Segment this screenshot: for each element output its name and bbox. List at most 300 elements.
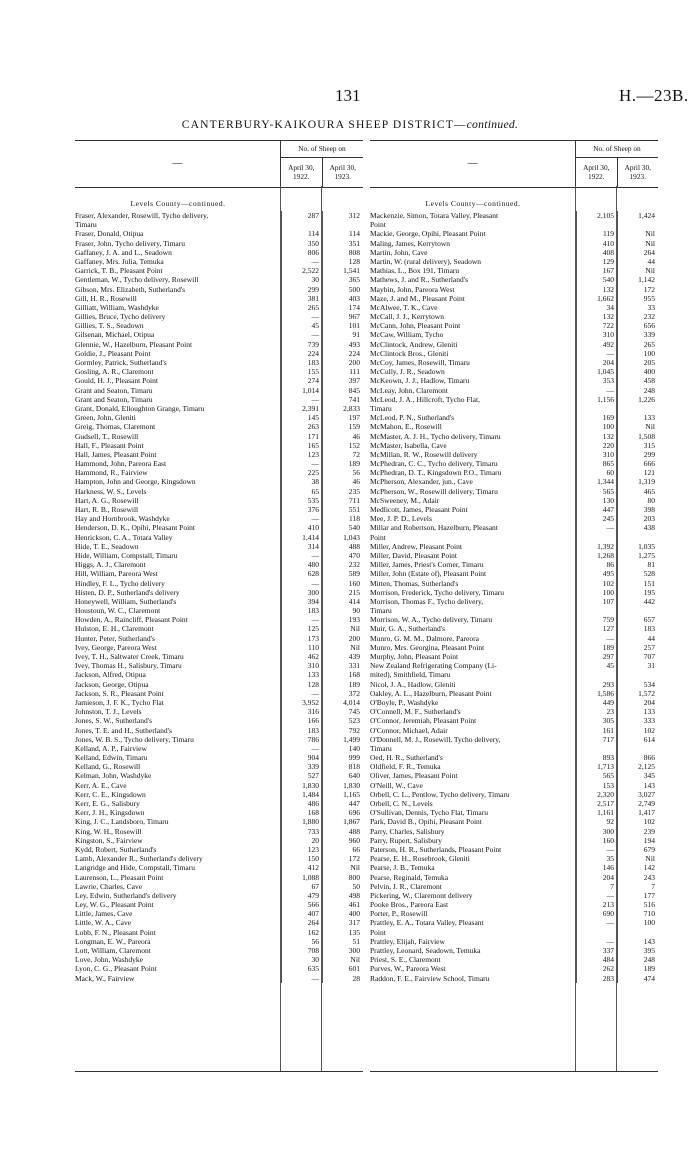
column-rule	[575, 186, 576, 1072]
table-row	[370, 340, 658, 349]
sheep-1922-cell: 123	[281, 450, 322, 459]
sheep-1923-cell: 81	[617, 560, 658, 569]
owner-cell: Kerr, E. G., Salisbury	[75, 799, 140, 808]
sheep-1923-cell: 493	[322, 340, 363, 349]
bottom-rule	[75, 1071, 363, 1072]
sheep-1923-cell: 215	[322, 588, 363, 597]
sheep-1923-cell: 300	[322, 946, 363, 955]
owner-cell: Miller, James, Priest's Corner, Timaru	[370, 560, 484, 570]
sheep-1923-cell: 345	[617, 771, 658, 780]
owner-cell: Kydd, Robert, Sutherland's	[75, 844, 157, 854]
sheep-1922-cell: 150	[281, 854, 322, 863]
sheep-1922-cell: 297	[576, 652, 617, 661]
sheep-1922-cell: 129	[576, 257, 617, 266]
table-row	[370, 551, 658, 560]
sheep-1923-cell: 100	[617, 918, 658, 927]
owner-cell: Ivey, Thomas H., Salisbury, Timaru	[75, 661, 182, 671]
sheep-1923-cell: 224	[322, 349, 363, 358]
sheep-1923-cell: 2,749	[617, 799, 658, 808]
owner-cell: Jamieson, J. F. K., Tycho Flat	[75, 697, 164, 707]
sheep-1922-cell: —	[281, 551, 322, 560]
owner-cell: McKeown, J. J., Hadlow, Timaru	[370, 376, 470, 386]
owner-cell: Ivey, T. H., Saltwater Creek, Timaru	[75, 652, 184, 661]
sheep-1922-cell: 146	[576, 863, 617, 872]
owner-cell: Howden, A., Raincliff, Pleasant Point	[75, 615, 188, 625]
table-row	[75, 542, 363, 551]
sheep-1922-cell: 225	[281, 468, 322, 477]
owner-cell: Jackson, S. R., Pleasant Point	[75, 688, 164, 698]
year-headers	[576, 158, 658, 187]
column-rule	[321, 186, 322, 1072]
table-row	[370, 505, 658, 514]
sheep-1923-cell: 200	[322, 634, 363, 643]
sheep-1922-cell: 213	[576, 900, 617, 909]
owner-cell: Gibson, Mrs. Elizabeth, Sutherland's	[75, 284, 186, 294]
sheep-1923-cell: 1,035	[617, 542, 658, 551]
owner-cell: Park, David B., Opihi, Pleasant Point	[370, 817, 482, 827]
table-row	[370, 422, 658, 431]
owner-cell: Timaru	[75, 220, 97, 230]
table-row-continuation	[370, 670, 658, 679]
sheep-1922-cell: 102	[576, 579, 617, 588]
table-row-continuation	[370, 606, 658, 615]
sheep-1923-cell: 745	[322, 707, 363, 716]
sheep-1923-cell: 197	[322, 413, 363, 422]
sheep-1923-cell: 1,541	[322, 266, 363, 275]
sheep-1922-cell: —	[576, 349, 617, 358]
owner-cell: McCully, J. R., Seadown	[370, 367, 445, 377]
owner-cell: Laurenson, L., Pleasant Point	[75, 872, 164, 882]
owner-cell: Morrison, Frederick, Tycho delivery, Timaru	[370, 587, 505, 597]
sheep-1923-cell: 232	[322, 560, 363, 569]
owner-cell: Langridge and Hide, Compstall, Timaru	[75, 863, 195, 873]
sheep-1922-cell: 86	[576, 560, 617, 569]
sheep-1923-cell: 46	[322, 432, 363, 441]
table-row	[370, 239, 658, 248]
sheep-1923-cell: 151	[617, 579, 658, 588]
sheep-1923-cell: 1,142	[617, 275, 658, 284]
owner-cell: O'Neill, W., Cave	[370, 780, 423, 790]
sheep-1923-cell: 470	[322, 551, 363, 560]
sheep-1922-cell: —	[281, 579, 322, 588]
sheep-1922-cell: 130	[576, 496, 617, 505]
sheep-1923-cell: 189	[617, 964, 658, 973]
table-row	[75, 900, 363, 909]
sheep-1922-cell: —	[281, 514, 322, 523]
table-row	[75, 661, 363, 670]
table-row-continuation	[370, 928, 658, 937]
sheep-count-header	[575, 141, 658, 187]
owner-cell: McMillan, R. W., Rosewill delivery	[370, 449, 478, 459]
sheep-1922-cell: 1,662	[576, 294, 617, 303]
table-row	[75, 459, 363, 468]
owner-cell: Mathews, J. and R., Sutherland's	[370, 275, 469, 285]
sheep-1923-cell: 614	[617, 735, 658, 744]
table-row	[75, 937, 363, 946]
table-row	[75, 285, 363, 294]
sheep-1922-cell: 479	[281, 891, 322, 900]
owner-cell: Lott, William, Claremont	[75, 946, 151, 955]
owner-cell: Fraser, Alexander, Rosewill, Tycho delivery,	[75, 211, 209, 220]
table-row	[75, 321, 363, 330]
sheep-1922-cell: —	[281, 744, 322, 753]
sheep-1923-cell: 315	[617, 441, 658, 450]
table-row	[75, 294, 363, 303]
sheep-1922-cell: 2,320	[576, 790, 617, 799]
owner-cell: Point	[370, 220, 386, 230]
sheep-1923-cell: 534	[617, 680, 658, 689]
sheep-1923-cell: 194	[617, 836, 658, 845]
owner-cell: Higgs, A. J., Claremont	[75, 560, 146, 570]
owner-cell: Murphy, John, Pleasant Point	[370, 652, 459, 661]
sheep-1923-cell: 200	[322, 358, 363, 367]
table-row	[75, 386, 363, 395]
sheep-count-header	[280, 141, 363, 187]
owner-cell: McCaw, William, Tycho	[370, 330, 444, 340]
owner-cell: Miller, Andrew, Pleasant Point	[370, 541, 462, 551]
table-row	[370, 698, 658, 707]
owner-cell: Grant and Seaton, Timaru	[75, 385, 153, 395]
sheep-1922-cell: 132	[576, 312, 617, 321]
sheep-1922-cell: 407	[281, 909, 322, 918]
sheep-1922-cell: 1,713	[576, 762, 617, 771]
owner-cell: Hide, William, Compstall, Timaru	[75, 550, 178, 560]
sheep-1922-cell: 410	[576, 239, 617, 248]
sheep-1922-cell: 495	[576, 569, 617, 578]
owner-cell: Jones, W. B. S., Tycho delivery, Timaru	[75, 734, 194, 744]
sheep-1923-cell: 741	[322, 395, 363, 404]
sheep-1922-cell: 904	[281, 753, 322, 762]
table-header	[75, 140, 363, 188]
county-subheading: Levels County—continued.	[130, 199, 226, 208]
owner-cell: McPhedran, D. T., Kingsdown P.O., Timaru	[370, 468, 502, 478]
owner-cell: Little, James, Cave	[75, 909, 133, 919]
table-row	[75, 735, 363, 744]
owner-cell: McLeod, P. N., Sutherland's	[370, 413, 455, 423]
sheep-1923-cell: 133	[617, 413, 658, 422]
sheep-1923-cell: 265	[617, 340, 658, 349]
sheep-1923-cell: 46	[322, 477, 363, 486]
sheep-1923-cell: 516	[617, 900, 658, 909]
table-row	[75, 487, 363, 496]
sheep-1923-cell: 866	[617, 753, 658, 762]
sheep-1922-cell: 1,344	[576, 477, 617, 486]
sheep-1923-cell: 91	[322, 330, 363, 339]
sheep-1922-cell: 132	[576, 432, 617, 441]
table-row	[75, 477, 363, 486]
owner-cell: Hart, A. G., Rosewill	[75, 495, 139, 505]
sheep-1923-cell	[617, 220, 658, 229]
table-row	[75, 211, 363, 220]
table-row	[75, 652, 363, 661]
sheep-1922-cell: 806	[281, 248, 322, 257]
owner-cell: Hall, F., Pleasant Point	[75, 440, 144, 450]
sheep-1923-cell: 458	[617, 376, 658, 385]
sheep-1922-cell: 565	[576, 771, 617, 780]
sheep-1922-cell: 1,830	[281, 781, 322, 790]
sheep-1923-cell: 235	[322, 487, 363, 496]
table-row	[75, 799, 363, 808]
table-row	[75, 762, 363, 771]
sheep-1923-cell: 1,867	[322, 817, 363, 826]
sheep-1923-cell: 101	[322, 321, 363, 330]
sheep-1922-cell: 30	[281, 955, 322, 964]
sheep-1922-cell: 128	[281, 680, 322, 689]
sheep-1923-cell: 967	[322, 312, 363, 321]
table-row	[75, 588, 363, 597]
sheep-1922-cell: 287	[281, 211, 322, 220]
table-row	[370, 349, 658, 358]
owner-cell: Morrison, Thomas F., Tycho delivery,	[370, 596, 484, 606]
sheep-1922-cell: 166	[281, 716, 322, 725]
owner-cell: Hammond, R., Fairview	[75, 468, 148, 478]
sheep-1922-cell: 265	[281, 303, 322, 312]
table-row	[370, 707, 658, 716]
sheep-1923-cell: 403	[322, 294, 363, 303]
table-row	[370, 817, 658, 826]
owner-cell: Jones, S. W., Sutherland's	[75, 716, 152, 726]
owner-cell: Parry, Charles, Salisbury	[370, 826, 445, 836]
sheep-1922-cell: 1,045	[576, 367, 617, 376]
sheep-1922-cell: 92	[576, 817, 617, 826]
document-title	[0, 118, 700, 131]
table-row-continuation	[370, 404, 658, 413]
table-row	[75, 597, 363, 606]
sheep-1923-cell: 1,319	[617, 477, 658, 486]
owner-cell: Kingston, S., Fairview	[75, 835, 143, 845]
table-row	[370, 873, 658, 882]
sheep-1922-cell: 264	[281, 918, 322, 927]
sheep-1922-cell: 394	[281, 597, 322, 606]
sheep-1922-cell: 20	[281, 836, 322, 845]
sheep-1922-cell: —	[576, 386, 617, 395]
sheep-1922-cell: 110	[281, 643, 322, 652]
sheep-1923-cell: 414	[322, 597, 363, 606]
sheep-1923-cell: 792	[322, 726, 363, 735]
name-column-header: —	[467, 157, 478, 169]
table-row	[370, 211, 658, 220]
table-row	[75, 367, 363, 376]
table-row	[370, 523, 658, 532]
owner-cell: Gould, H. J., Pleasant Point	[75, 376, 158, 386]
sheep-1922-cell: 123	[281, 845, 322, 854]
sheep-1922-cell: 293	[576, 680, 617, 689]
table-row	[370, 716, 658, 725]
sheep-1922-cell: 2,522	[281, 266, 322, 275]
owner-cell: Nicol, J. A., Hadlow, Gleniti	[370, 679, 456, 689]
sheep-1922-cell: 305	[576, 716, 617, 725]
owner-cell: Mackenzie, Simon, Totara Valley, Pleasant	[370, 211, 499, 220]
sheep-1923-cell: 960	[322, 836, 363, 845]
table-row	[370, 569, 658, 578]
sheep-1923-cell: 400	[617, 367, 658, 376]
sheep-1922-cell: 183	[281, 726, 322, 735]
sheep-1922-cell: 486	[281, 799, 322, 808]
sheep-1923-cell: 248	[617, 386, 658, 395]
table-row	[75, 523, 363, 532]
sheep-1923-cell: Nil	[617, 239, 658, 248]
sheep-1923-cell: 100	[617, 349, 658, 358]
sheep-1922-cell	[576, 928, 617, 937]
table-row	[75, 836, 363, 845]
table-row	[75, 918, 363, 927]
sheep-1922-cell: 262	[576, 964, 617, 973]
table-row	[75, 266, 363, 275]
owner-cell: McPherson, W., Rosewill delivery, Timaru	[370, 486, 498, 496]
owner-cell: Mackie, George, Opihi, Pleasant Point	[370, 229, 486, 239]
sheep-1923-cell: 710	[617, 909, 658, 918]
sheep-1923-cell: 818	[322, 762, 363, 771]
sheep-1923-cell: 808	[322, 248, 363, 257]
sheep-1923-cell: 540	[322, 523, 363, 532]
table-row	[370, 909, 658, 918]
sheep-1923-cell: 102	[617, 726, 658, 735]
sheep-1923-cell: 133	[617, 707, 658, 716]
owner-cell: McPherson, Alexander, jun., Cave	[370, 477, 473, 487]
sheep-1922-cell	[281, 220, 322, 229]
sheep-1922-cell: —	[281, 974, 322, 983]
sheep-1923-cell: Nil	[322, 624, 363, 633]
owner-cell: Gill, H. R., Rosewill	[75, 293, 137, 303]
sheep-1922-cell: 381	[281, 294, 322, 303]
sheep-1923-cell: 204	[617, 698, 658, 707]
sheep-1923-cell: 189	[322, 680, 363, 689]
table-row	[75, 726, 363, 735]
owner-cell: McClintock Bros., Gleniti	[370, 348, 449, 358]
owner-cell: Mack, W., Fairview	[75, 973, 135, 983]
owner-cell: Henderson, D. K., Opihi, Pleasant Point	[75, 523, 195, 533]
sheep-1922-cell: 2,105	[576, 211, 617, 220]
owner-cell: Millar and Robertson, Hazelburn, Pleasant	[370, 523, 498, 533]
sheep-1923-cell: 152	[322, 441, 363, 450]
sheep-1922-cell: —	[576, 523, 617, 532]
owner-cell: Garrick, T. B., Pleasant Point	[75, 266, 163, 276]
sheep-1923-cell: 1,508	[617, 432, 658, 441]
owner-cell: O'Donnell, M. J., Rosewill, Tycho delivery,	[370, 734, 501, 744]
table-row	[75, 771, 363, 780]
owner-cell: Kelman, John, Washdyke	[75, 771, 152, 781]
owner-cell: Kelland, A. P., Fairview	[75, 743, 147, 753]
sheep-1922-cell: 1,156	[576, 395, 617, 404]
owner-cell: McCall, J. J., Kerrytown	[370, 312, 444, 322]
sheep-1923-cell: Nil	[617, 422, 658, 431]
sheep-1922-cell: 171	[281, 432, 322, 441]
owner-cell: Mee, J. P. D., Levels	[370, 514, 432, 524]
sheep-1923-cell: Nil	[322, 643, 363, 652]
table-rows	[370, 211, 658, 983]
sheep-1923-cell: 51	[322, 937, 363, 946]
sheep-1922-cell: 484	[576, 955, 617, 964]
sheep-1923-cell: 551	[322, 505, 363, 514]
sheep-1922-cell: 127	[576, 624, 617, 633]
owner-cell: New Zealand Refrigerating Company (Li-	[370, 661, 497, 671]
sheep-1922-cell: 263	[281, 422, 322, 431]
owner-cell: Grant, Donald, Elloughton Grange, Timaru	[75, 403, 205, 413]
page-number: 131	[335, 86, 361, 105]
sheep-1923-cell: 488	[322, 827, 363, 836]
owner-cell: Morrison, W. A., Tycho delivery, Timaru	[370, 615, 493, 625]
sheep-1922-cell: 35	[576, 854, 617, 863]
sheep-1923-cell: 1,499	[322, 735, 363, 744]
table-row	[370, 386, 658, 395]
table-row	[370, 615, 658, 624]
page-code: H.—23B.	[619, 86, 689, 105]
sheep-1922-cell: 173	[281, 634, 322, 643]
owner-cell: Maze, J. and M., Pleasant Point	[370, 293, 465, 303]
sheep-1922-cell: 717	[576, 735, 617, 744]
year-headers	[281, 158, 363, 187]
table-row	[75, 634, 363, 643]
sheep-1922-cell: 283	[576, 974, 617, 983]
table-row	[75, 753, 363, 762]
sheep-1923-cell: Nil	[617, 854, 658, 863]
owner-cell: Kerr, C. E., Kingsdown	[75, 789, 146, 799]
table-row	[75, 643, 363, 652]
table-row	[370, 441, 658, 450]
sheep-1923-cell: 711	[322, 496, 363, 505]
sheep-1922-cell: 245	[576, 514, 617, 523]
owner-cell: Maybin, John, Pareora West	[370, 284, 455, 294]
owner-cell: Green, John, Gleniti	[75, 413, 136, 423]
year-1923-header: April 30, 1923.	[617, 158, 659, 187]
sheep-1923-cell: 33	[617, 303, 658, 312]
table-row	[370, 487, 658, 496]
sheep-1923-cell: 168	[322, 670, 363, 679]
sheep-1923-cell: 500	[322, 285, 363, 294]
sheep-1922-cell: 162	[281, 928, 322, 937]
sheep-1922-cell: 30	[281, 275, 322, 284]
sheep-1922-cell: 535	[281, 496, 322, 505]
sheep-1923-cell: 28	[322, 974, 363, 983]
table-row	[75, 450, 363, 459]
sheep-1922-cell: 67	[281, 882, 322, 891]
table-row	[75, 239, 363, 248]
sheep-1922-cell: 3,952	[281, 698, 322, 707]
owner-cell: Gosling, A. R., Claremont	[75, 367, 154, 377]
name-column-header: —	[172, 157, 183, 169]
owner-cell: Ley, Edwin, Sutherland's delivery	[75, 890, 177, 900]
owner-cell: Orbell, C. N., Levels	[370, 799, 433, 808]
sheep-1922-cell: 167	[576, 266, 617, 275]
table-row	[75, 873, 363, 882]
sheep-1923-cell: 174	[322, 303, 363, 312]
owner-cell: Munro, G. M. M., Dalmore, Pareora	[370, 633, 479, 643]
sheep-1922-cell: 220	[576, 441, 617, 450]
table-row	[370, 845, 658, 854]
owner-cell: Mathias, L., Box 191, Timaru	[370, 266, 460, 276]
sheep-1922-cell: 410	[281, 523, 322, 532]
table-row	[75, 569, 363, 578]
table-row	[370, 321, 658, 330]
sheep-1922-cell: 310	[281, 661, 322, 670]
table-row	[75, 560, 363, 569]
owner-cell: Pickering, W., Claremont delivery	[370, 890, 473, 900]
owner-cell: McPhedran, C. C., Tycho delivery, Timaru	[370, 459, 498, 469]
table-row	[370, 330, 658, 339]
table-row	[75, 358, 363, 367]
owner-cell: Fraser, Donald, Otipua	[75, 229, 144, 239]
table-row	[75, 817, 363, 826]
sheep-1922-cell: 449	[576, 698, 617, 707]
owner-cell: McLeay, John, Claremont	[370, 385, 448, 395]
table-row	[75, 854, 363, 863]
table-row	[370, 275, 658, 284]
owner-cell: Oliver, James, Pleasant Point	[370, 771, 458, 781]
table-row	[75, 946, 363, 955]
sheep-1922-cell: 1,880	[281, 817, 322, 826]
table-row	[370, 836, 658, 845]
sheep-1922-cell: 1,088	[281, 873, 322, 882]
